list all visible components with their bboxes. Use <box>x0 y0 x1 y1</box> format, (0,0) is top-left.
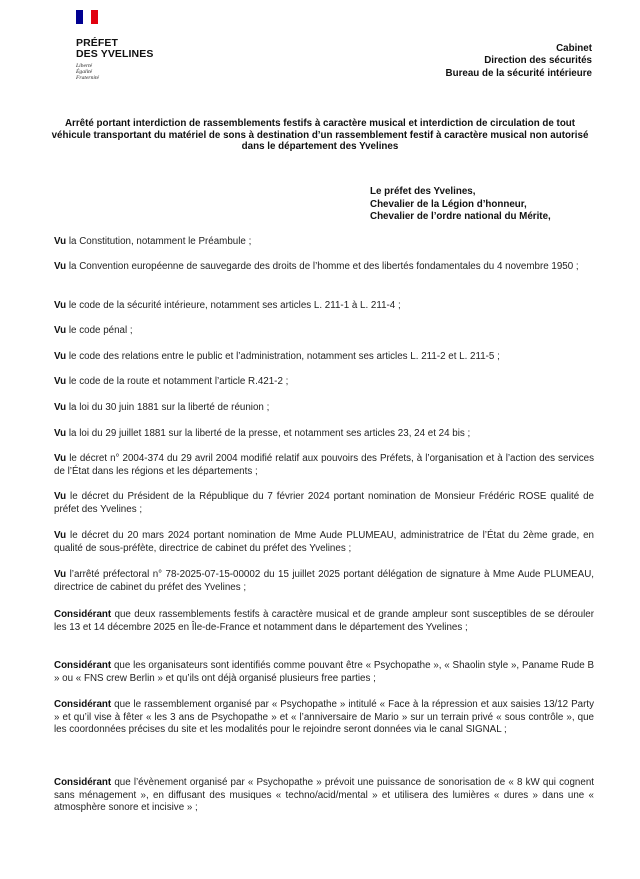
considerant-label: Considérant <box>54 777 112 788</box>
vu-label: Vu <box>54 491 67 502</box>
vu-label: Vu <box>54 236 67 247</box>
considerant-label: Considérant <box>54 660 112 671</box>
vu-clause: Vu la Constitution, notamment le Préambule ; <box>54 236 252 247</box>
considerant-clause: Considérant que deux rassemblements festifs à caractère musical et de grande ampleur sont susceptibles de se dérouler les 13 et 14 décembre 2025 en Île-de-France et notamment dans le département des Yvelines ; <box>54 609 594 633</box>
vu-label: Vu <box>54 261 67 272</box>
marianne-flag-icon <box>76 10 98 24</box>
vu-clause: Vu le décret du 20 mars 2024 portant nomination de Mme Aude PLUMEAU, administratrice de l’État du 2ème grade, en qualité de sous-préfète, directrice de cabinet du préfet des Yvelines ; <box>54 530 594 554</box>
vu-clause: Vu le code de la route et notamment l’article R.421-2 ; <box>54 376 289 387</box>
prefecture-logo <box>76 10 206 82</box>
vu-clause: Vu l’arrêté préfectoral n° 78-2025-07-15-00002 du 15 juillet 2025 portant délégation de signature à Mme Aude PLUMEAU, directrice de cabinet du préfet des Yvelines ; <box>54 569 594 593</box>
prefecture-name: PRÉFET DES YVELINES <box>76 37 154 60</box>
vu-label: Vu <box>54 402 67 413</box>
vu-clause: Vu le décret du Président de la République du 7 février 2024 portant nomination de Monsieur Frédéric ROSE qualité de préfet des Yvelines ; <box>54 491 594 515</box>
vu-clause: Vu la loi du 30 juin 1881 sur la liberté de réunion ; <box>54 402 270 413</box>
service-cabinet: Cabinet <box>556 43 592 54</box>
considerant-clause: Considérant que le rassemblement organisé par « Psychopathe » intitulé « Face à la répression et aux saisies 13/12 Party » et qu’il vise à fêter « les 3 ans de Psychopathe » et « l’anniversaire de Mario » sur un terrain privé « sous contrôle », que les coordonnées précises du site et les modalités pour le rejoindre seront données via le canal SIGNAL ; <box>54 699 594 736</box>
considerant-clause: Considérant que l’évènement organisé par « Psychopathe » prévoit une puissance de sonorisation de « 8 kW qui cognent sans ménagement », en diffusant des musiques « techno/acid/mental » et utilisera des lumières « dures » dans une « atmosphère sonore et incisive » ; <box>54 777 594 814</box>
vu-label: Vu <box>54 376 67 387</box>
considerant-clause: Considérant que les organisateurs sont identifiés comme pouvant être « Psychopathe », « Shaolin style », Paname Rude B » ou « FNS crew Berlin » et qu’ils ont déjà organisé plusieurs free parties ; <box>54 660 594 684</box>
considerant-label: Considérant <box>54 699 112 710</box>
decree-title: Arrêté portant interdiction de rassemblements festifs à caractère musical et interdiction de circulation de tout véhicule transportant du matériel de sons à destination d’un rassemblement festif à caractère musical non autorisé dans le département des Yvelines <box>51 118 589 153</box>
considerant-label: Considérant <box>54 609 112 620</box>
vu-label: Vu <box>54 428 67 439</box>
issuing-service <box>446 43 592 80</box>
republic-motto: Liberté Égalité Fraternité <box>76 63 99 82</box>
vu-label: Vu <box>54 530 67 541</box>
vu-label: Vu <box>54 453 67 464</box>
service-direction: Direction des sécurités <box>484 55 592 67</box>
vu-clause: Vu le code des relations entre le public et l’administration, notamment ses articles L. 211-2 et L. 211-5 ; <box>54 351 500 362</box>
vu-label: Vu <box>54 325 67 336</box>
service-bureau: Bureau de la sécurité intérieure <box>445 67 592 79</box>
vu-clause: Vu le code pénal ; <box>54 325 133 336</box>
vu-label: Vu <box>54 351 67 362</box>
vu-label: Vu <box>54 300 67 311</box>
vu-clause: Vu le décret n° 2004-374 du 29 avril 2004 modifié relatif aux pouvoirs des Préfets, à l’organisation et à l’action des services de l’État dans les régions et les départements ; <box>54 453 594 477</box>
vu-label: Vu <box>54 569 67 580</box>
vu-clause: Vu la Convention européenne de sauvegarde des droits de l’homme et des libertés fondamentales du 4 novembre 1950 ; <box>54 261 579 272</box>
signatory-block: Le préfet des Yvelines, Chevalier de la Légion d’honneur, Chevalier de l’ordre national du Mérite, <box>370 186 551 223</box>
vu-clause: Vu le code de la sécurité intérieure, notamment ses articles L. 211-1 à L. 211-4 ; <box>54 300 401 311</box>
vu-clause: Vu la loi du 29 juillet 1881 sur la liberté de la presse, et notamment ses articles 23, 24 et 24 bis ; <box>54 428 471 439</box>
